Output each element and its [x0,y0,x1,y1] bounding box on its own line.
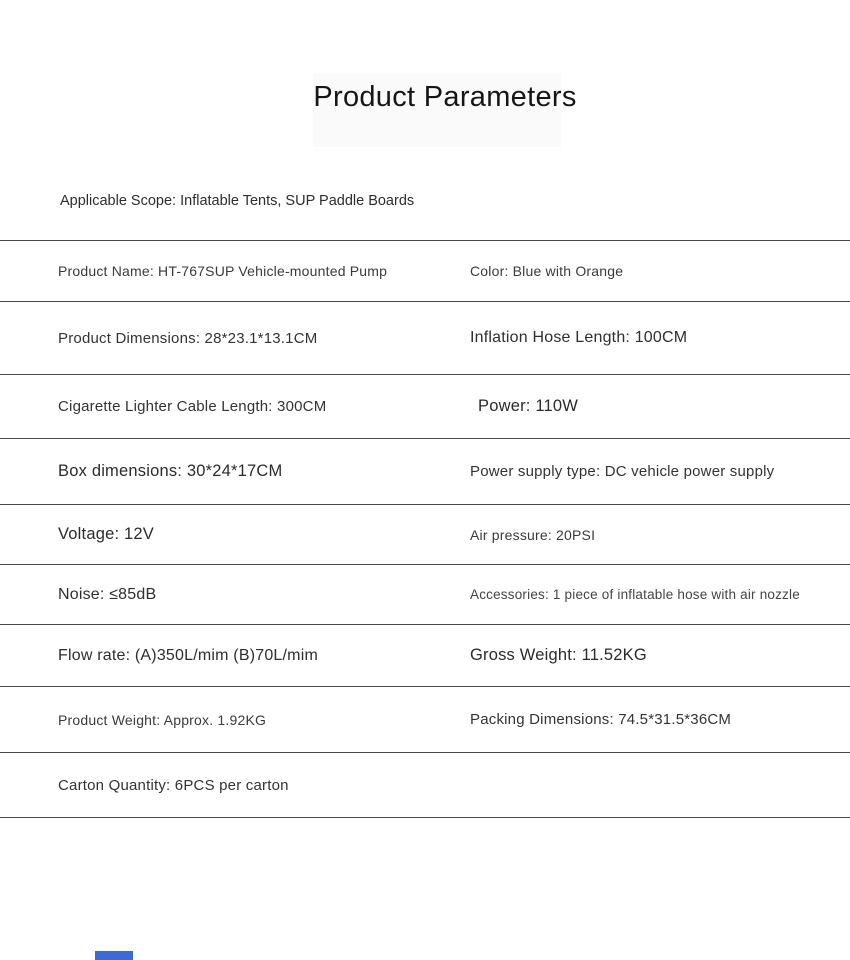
table-row [0,687,850,753]
spec-power-supply-type: Power supply type: DC vehicle power supply [470,463,775,480]
spec-accessories: Accessories: 1 piece of inflatable hose with air nozzle [470,587,800,602]
spec-inflation-hose-length: Inflation Hose Length: 100CM [470,329,688,346]
spec-product-dimensions: Product Dimensions: 28*23.1*13.1CM [58,329,318,347]
table-row [0,625,850,687]
table-row [0,565,850,625]
table-row [0,753,850,818]
spec-product-weight: Product Weight: Approx. 1.92KG [58,711,267,728]
applicable-scope-text: Applicable Scope: Inflatable Tents, SUP Paddle Boards [60,193,415,209]
spec-voltage: Voltage: 12V [58,525,154,543]
spec-product-name: Product Name: HT-767SUP Vehicle-mounted Pump [58,263,388,279]
spec-color: Color: Blue with Orange [470,263,624,279]
spec-packing-dimensions: Packing Dimensions: 74.5*31.5*36CM [470,711,732,728]
spec-flow-rate: Flow rate: (A)350L/mim (B)70L/mim [58,646,318,664]
spec-box-dimensions: Box dimensions: 30*24*17CM [58,462,283,480]
spec-air-pressure: Air pressure: 20PSI [470,526,596,543]
table-row [0,302,850,375]
bottom-accent-bar [95,951,133,960]
spec-noise: Noise: ≤85dB [58,585,157,603]
spec-carton-quantity: Carton Quantity: 6PCS per carton [58,776,289,794]
table-row [0,375,850,439]
spec-cigarette-lighter-cable-length: Cigarette Lighter Cable Length: 300CM [58,398,327,415]
page-title: Product Parameters [313,81,577,113]
table-row [0,241,850,302]
spec-table [0,240,850,818]
table-row [0,505,850,565]
table-row [0,439,850,505]
spec-gross-weight: Gross Weight: 11.52KG [470,646,647,664]
spec-power: Power: 110W [478,397,579,415]
